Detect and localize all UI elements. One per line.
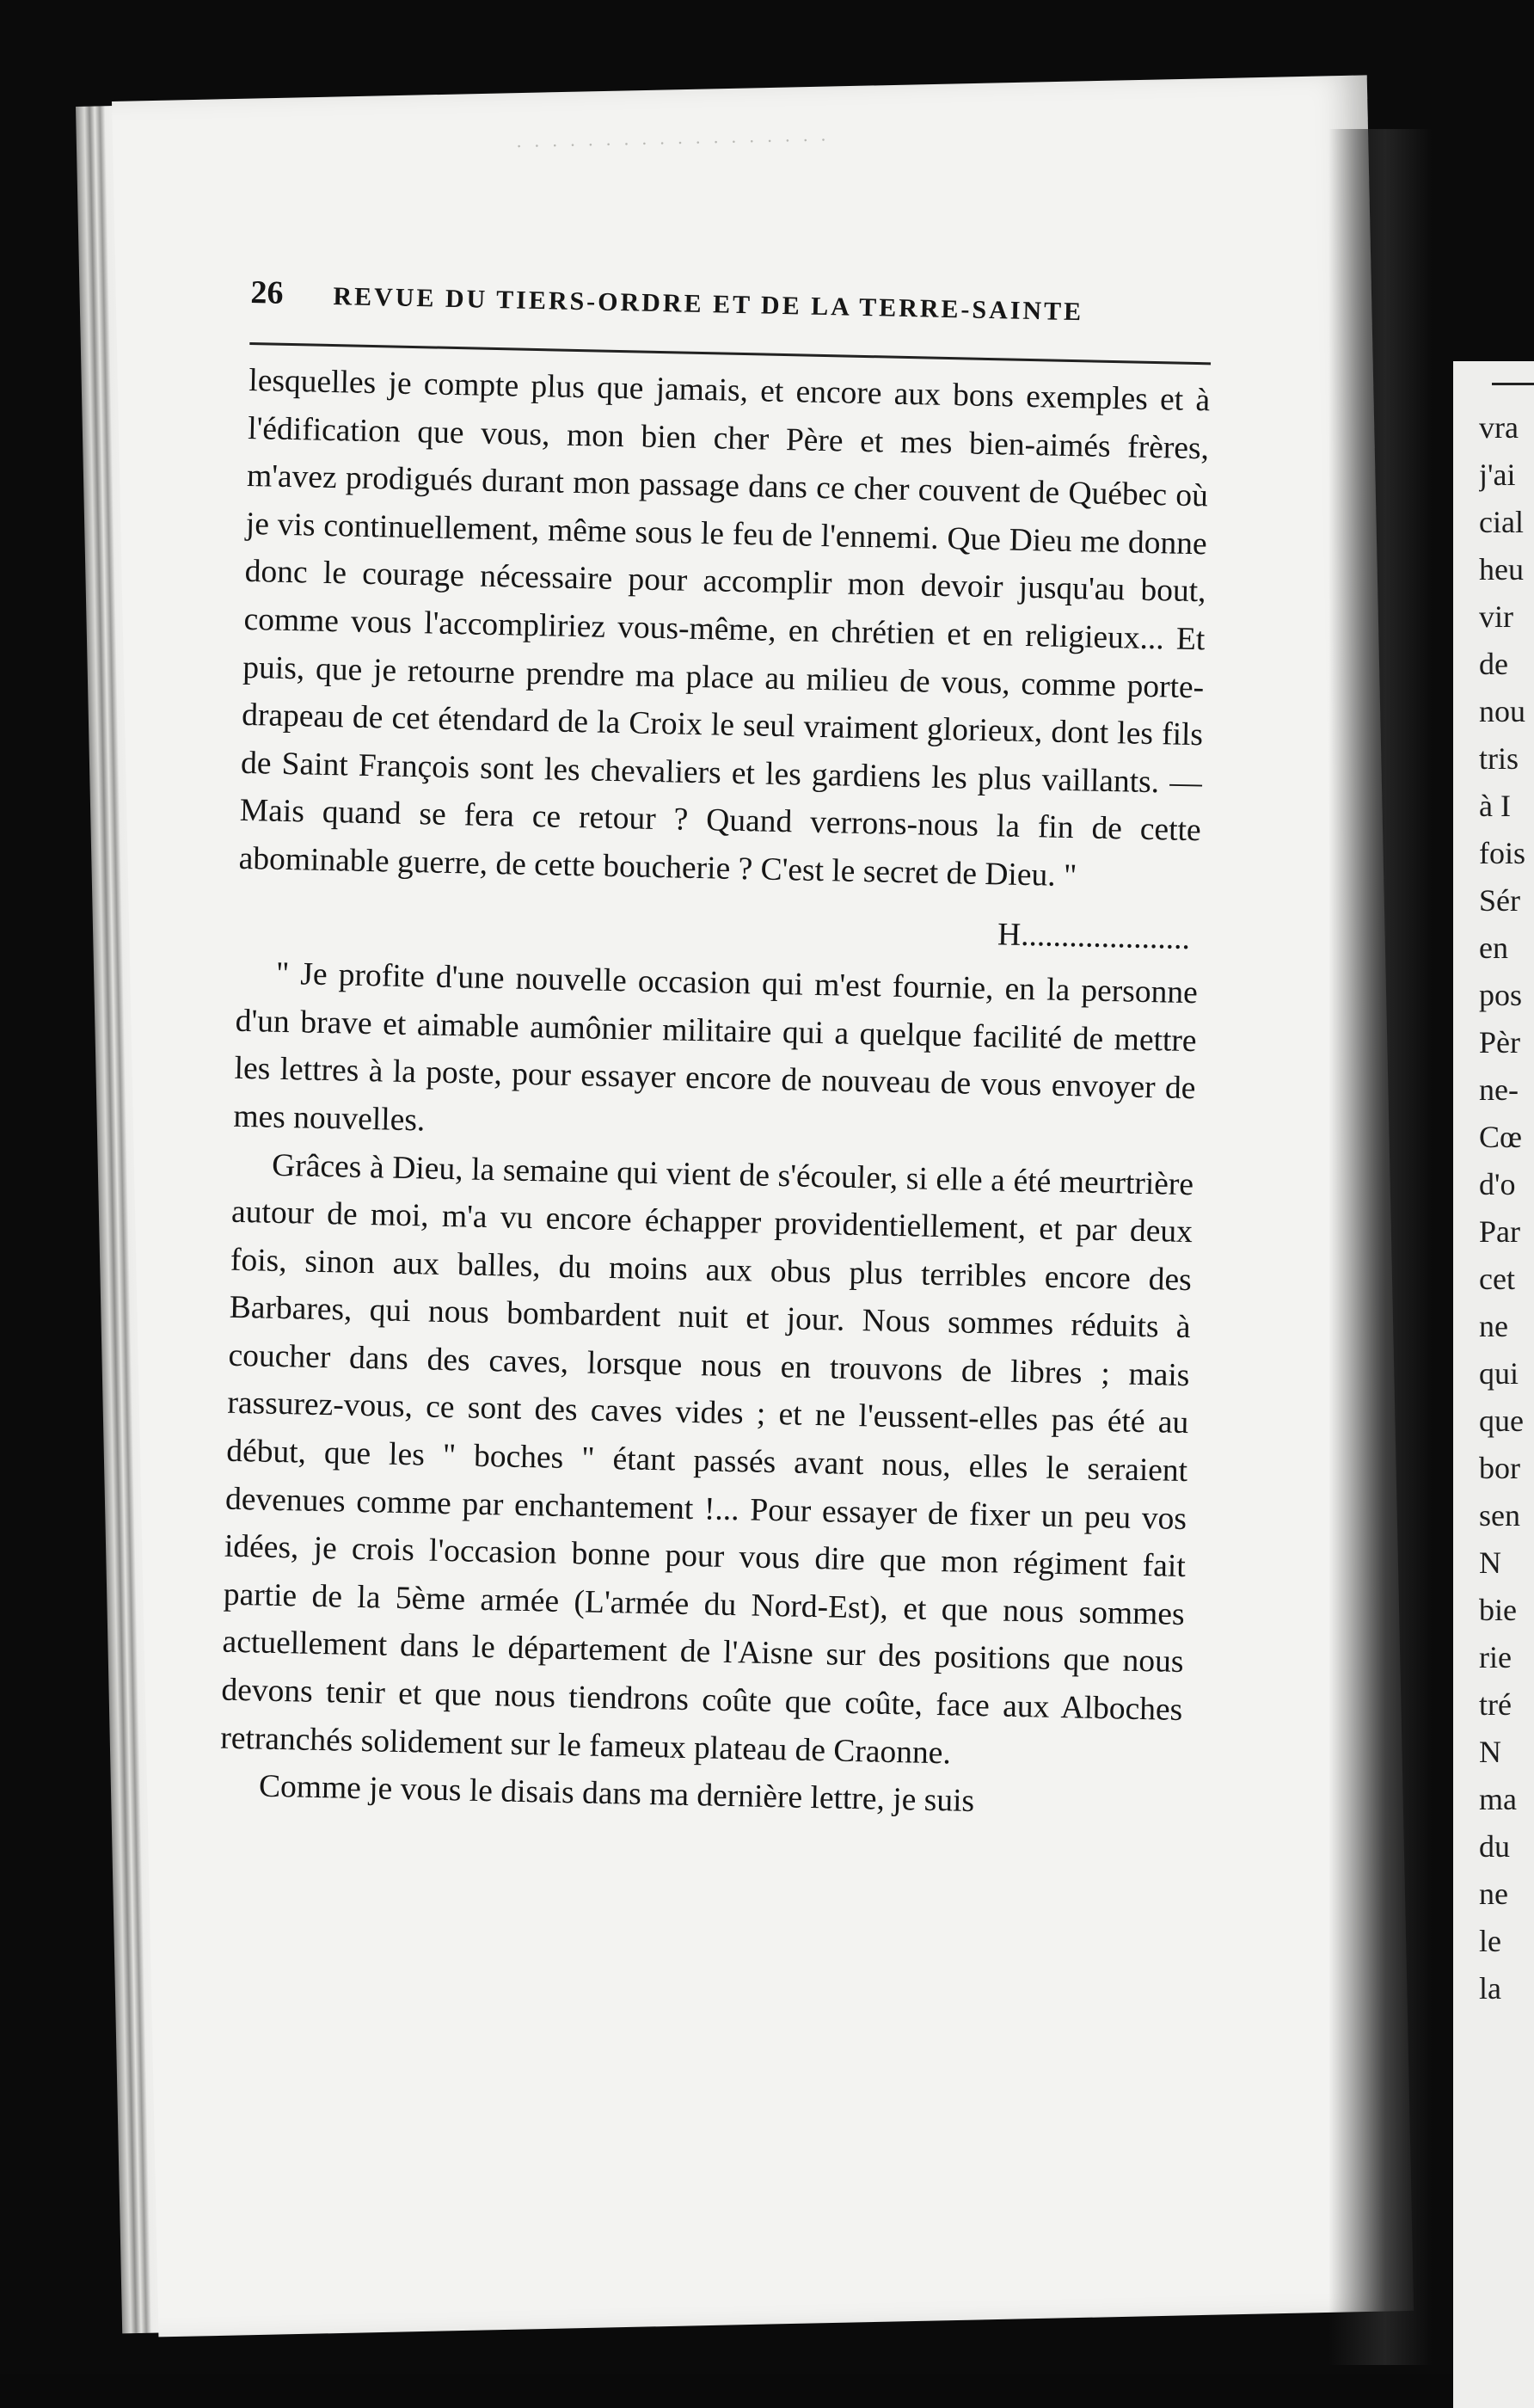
facing-page-fragment: Sér — [1479, 883, 1520, 918]
facing-page-fragment: vra — [1479, 410, 1519, 445]
facing-page-fragment: le — [1479, 1924, 1501, 1958]
paragraph: Comme je vous le disais dans ma dernière lettre, je suis — [258, 1768, 975, 1820]
facing-page-fragment: nou — [1479, 694, 1525, 728]
facing-page-fragment: en — [1479, 931, 1508, 965]
facing-page-fragment: cet — [1479, 1262, 1515, 1296]
facing-page-fragment: pos — [1479, 978, 1523, 1012]
paragraph: Grâces à Dieu, la semaine qui vient de s'écouler, si elle a été meurtrière autour de moi, m'a vu encore échapper providentiellement, et par deux fois, sinon aux balles, du moins aux obus plus terribles encore des Barbares, qui nous bombardent nuit et jour. Nous sommes réduits à coucher dans des caves, lorsque nous en trouvons de libres ; mais rassurez-vous, ce sont des caves vides ; et ne l'eussent-elles pas été au début, que les " boches " étant passés avant nous, elles le seraient devenues comme par enchantement !... Pour essayer de fixer un peu vos idées, je crois l'occasion bonne pour vous dire que mon régiment fait partie de la 5ème armée (L'armée du Nord-Est), et que nous sommes actuellement dans le département de l'Aisne sur des positions que nous devons tenir et que nous tiendrons coûte que coûte, face aux Alboches retranchés solidement sur le fameux plateau de Craonne. — [219, 1147, 1194, 1772]
facing-page-fragment: heu — [1479, 552, 1524, 587]
facing-page-fragment: bie — [1479, 1593, 1517, 1627]
facing-page-fragment: vir — [1479, 599, 1513, 634]
facing-page-fragment: qui — [1479, 1356, 1519, 1391]
facing-page-fragment: à I — [1479, 789, 1511, 823]
running-title: REVUE DU TIERS-ORDRE ET DE LA TERRE-SAINTE — [333, 282, 1084, 327]
facing-page-fragment: que — [1479, 1404, 1524, 1438]
facing-page-fragment: Par — [1479, 1214, 1520, 1249]
facing-page-fragment: tris — [1479, 741, 1519, 776]
bleed-through-text: · · · · · · · · · · · · · · · · · · — [515, 128, 831, 157]
paragraph: lesquelles je compte plus que jamais, et encore aux bons exemples et à l'édification que vous, mon bien cher Père et mes bien-aimés frères, m'avez prodigués durant mon passage dans ce cher couvent de Québec où je vis continuellement, même sous le feu de l'ennemi. Que Dieu me donne donc le courage nécessaire pour accomplir mon devoir jusqu'au bout, comme vous l'accompliriez vous-même, en chrétien et en religieux... Et puis, que je retourne prendre ma place au milieu de vous, comme porte-drapeau de cet étendard de la Croix le seul vraiment glorieux, dont les fils de Saint François sont les chevaliers et les gardiens les plus vaillants. — Mais quand se fera ce retour ? Quand verrons-nous la fin de cette abominable guerre, de cette boucherie ? C'est le secret de Dieu. " — [238, 362, 1211, 894]
facing-page-fragment: du — [1479, 1829, 1510, 1864]
facing-page-fragment: fois — [1479, 836, 1525, 870]
facing-page-fragment: ne — [1479, 1877, 1508, 1911]
facing-page-fragment: Cœ — [1479, 1120, 1523, 1154]
facing-page-fragment: ma — [1479, 1782, 1517, 1816]
facing-page-fragment: d'o — [1479, 1167, 1516, 1201]
facing-page-fragment: N — [1479, 1545, 1501, 1580]
facing-page-fragment: bor — [1479, 1451, 1520, 1485]
body-text — [219, 357, 1211, 1830]
facing-page-fragment: sen — [1479, 1498, 1520, 1533]
facing-page-fragment: Pèr — [1479, 1025, 1520, 1060]
page-content — [219, 273, 1212, 1830]
facing-page-fragments — [1479, 404, 1534, 2012]
facing-page-rule — [1492, 383, 1534, 385]
facing-page-fragment: rie — [1479, 1640, 1512, 1674]
facing-page-fragment: cial — [1479, 505, 1524, 539]
facing-page-fragment: N — [1479, 1735, 1501, 1769]
facing-page-fragment: de — [1479, 647, 1508, 681]
facing-page-fragment: ne — [1479, 1309, 1508, 1343]
facing-page-fragment: la — [1479, 1971, 1501, 2006]
facing-page-fragment: j'ai — [1479, 458, 1516, 492]
paragraph: " Je profite d'une nouvelle occasion qui m'est fournie, en la personne d'un brave et aimable aumônier militaire qui a quelque facilité de mettre les lettres à la poste, pour essayer encore de nouveau de vous envoyer de mes nouvelles. — [233, 955, 1199, 1139]
page-number: 26 — [250, 273, 284, 311]
gutter-shadow — [1328, 129, 1432, 2365]
facing-page-fragment: ne- — [1479, 1072, 1519, 1107]
facing-page-fragment: tré — [1479, 1687, 1512, 1722]
signature: H..................... — [997, 916, 1191, 956]
